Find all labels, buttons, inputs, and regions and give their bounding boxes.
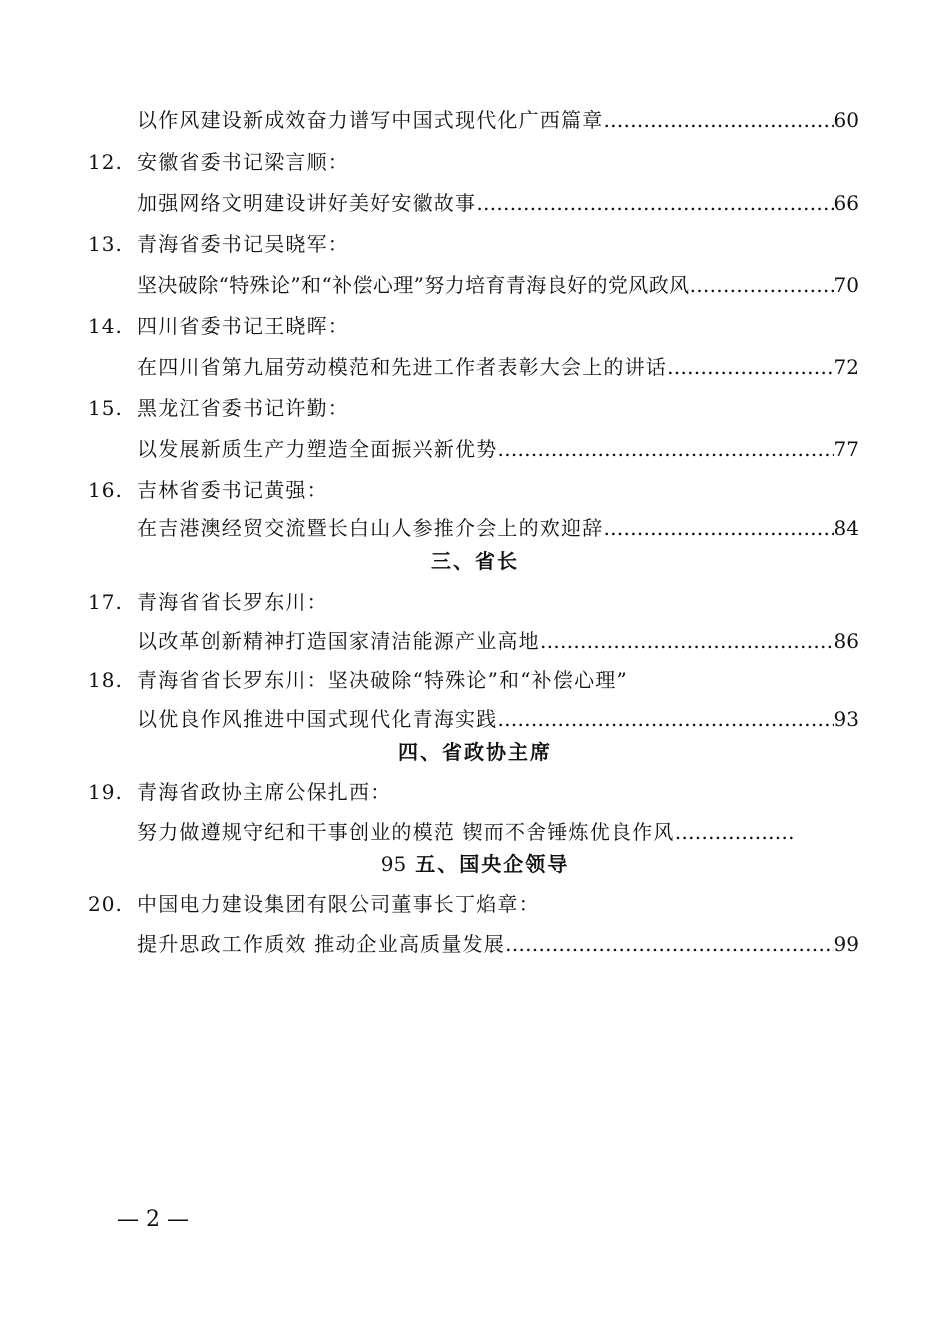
toc-page-number: 93	[833, 707, 859, 731]
toc-item-number: 18.	[88, 668, 123, 692]
toc-item-number: 19.	[88, 780, 123, 804]
toc-item-author: 青海省委书记吴晓军：	[137, 232, 349, 256]
toc-entry-title: 坚决破除“特殊论”和“补偿心理”努力培育青海良好的党风政风	[137, 273, 690, 297]
toc-entry[interactable]	[137, 930, 859, 958]
toc-entry[interactable]	[137, 705, 859, 733]
toc-page-number: 72	[833, 355, 859, 379]
toc-page-number: 77	[833, 437, 859, 461]
toc-item-author: 青海省政协主席公保扎西：	[137, 780, 392, 804]
leader-dots	[690, 271, 834, 299]
toc-item-author: 安徽省委书记梁言顺：	[137, 150, 349, 174]
toc-entry-title: 以作风建设新成效奋力谱写中国式现代化广西篇章	[137, 108, 604, 132]
toc-page-number: 95	[380, 852, 407, 876]
toc-item-number: 15.	[88, 396, 123, 420]
leader-dots	[497, 705, 833, 733]
toc-item-number: 13.	[88, 232, 123, 256]
toc-item-number: 16.	[88, 478, 123, 502]
leader-dots: ………………	[674, 820, 795, 844]
section-heading: 四、省政协主席	[398, 740, 552, 764]
toc-entry[interactable]	[137, 106, 859, 134]
toc-entry[interactable]	[137, 353, 859, 381]
toc-item-author: 中国电力建设集团有限公司董事长丁焰章：	[137, 892, 540, 916]
leader-dots	[476, 189, 833, 217]
leader-dots	[667, 353, 834, 381]
toc-item-author: 青海省省长罗东川：	[137, 590, 328, 614]
toc-page-number: 60	[833, 108, 859, 132]
section-heading: 五、国央企领导	[415, 852, 570, 876]
toc-entry[interactable]	[137, 514, 859, 542]
toc-item-number: 20.	[88, 892, 123, 916]
leader-dots	[505, 930, 834, 958]
toc-entry[interactable]	[137, 627, 859, 655]
toc-entry[interactable]	[137, 189, 859, 217]
toc-entry-title: 加强网络文明建设讲好美好安徽故事	[137, 191, 477, 215]
toc-item-author: 黑龙江省委书记许勤：	[137, 396, 349, 420]
toc-item-number: 12.	[88, 150, 123, 174]
toc-page-number: 66	[833, 191, 859, 215]
toc-entry-title: 以优良作风推进中国式现代化青海实践	[137, 707, 498, 731]
toc-entry[interactable]	[137, 435, 859, 463]
toc-entry-title: 以改革创新精神打造国家清洁能源产业高地	[137, 629, 540, 653]
toc-page-number: 99	[833, 932, 859, 956]
leader-dots	[603, 106, 833, 134]
toc-item-number: 17.	[88, 590, 123, 614]
toc-entry-title: 努力做遵规守纪和干事创业的模范 锲而不舍锤炼优良作风	[137, 820, 675, 844]
toc-page-number: 70	[833, 273, 859, 297]
leader-dots	[540, 627, 834, 655]
toc-entry-title: 以发展新质生产力塑造全面振兴新优势	[137, 437, 498, 461]
section-heading-line	[0, 850, 950, 878]
toc-entry[interactable]	[137, 818, 795, 846]
page-footer-number: — 2 —	[117, 1207, 189, 1232]
leader-dots	[497, 435, 833, 463]
toc-page-number: 84	[833, 516, 859, 540]
toc-entry-title: 提升思政工作质效 推动企业高质量发展	[137, 932, 505, 956]
toc-page-number: 86	[833, 629, 859, 653]
toc-entry-title: 在四川省第九届劳动模范和先进工作者表彰大会上的讲话	[137, 355, 667, 379]
toc-entry-title: 在吉港澳经贸交流暨长白山人参推介会上的欢迎辞	[137, 516, 604, 540]
toc-item-number: 14.	[88, 314, 123, 338]
toc-item-author: 四川省委书记王晓晖：	[137, 314, 349, 338]
toc-item-author: 吉林省委书记黄强：	[137, 478, 328, 502]
toc-item-author: 青海省省长罗东川：坚决破除“特殊论”和“补偿心理”	[137, 668, 628, 692]
section-heading: 三、省长	[431, 549, 519, 573]
leader-dots	[603, 514, 833, 542]
toc-entry[interactable]	[137, 271, 859, 299]
